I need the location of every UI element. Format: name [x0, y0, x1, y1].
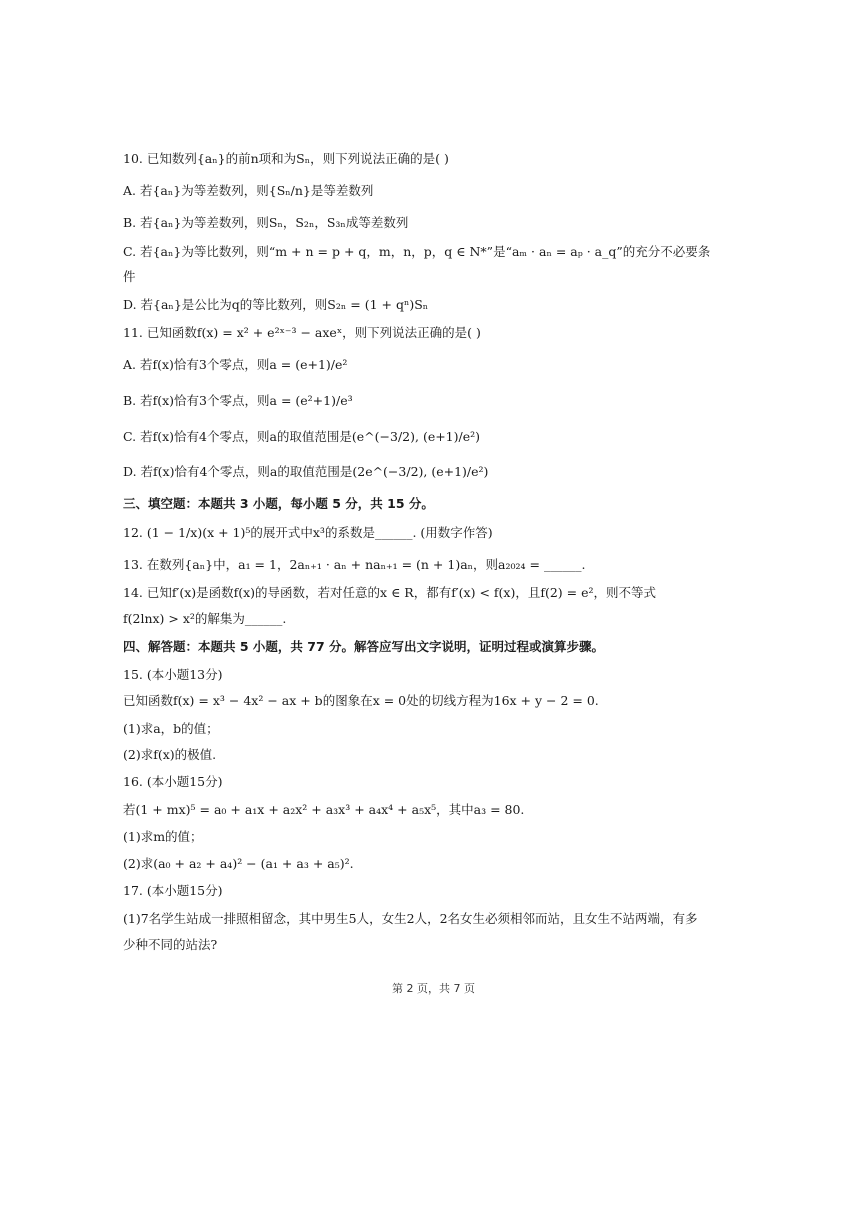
- section-3-heading: 三、填空题：本题共 3 小题，每小题 5 分，共 15 分。: [123, 496, 434, 511]
- q16-part1: (1)求m的值；: [123, 829, 203, 844]
- q15-part1: (1)求a，b的值；: [123, 721, 219, 736]
- q17-line1: (1)7名学生站成一排照相留念，其中男生5人，女生2人，2名女生必须相邻而站，且女生不站两端，有多: [123, 911, 698, 926]
- q11-option-a: A. 若f(x)恰有3个零点，则a = (e+1)/e²: [123, 357, 348, 372]
- q17-line2: 少种不同的站法?: [123, 937, 218, 952]
- q14-line2: f(2lnx) > x²的解集为______.: [123, 611, 287, 626]
- section-4-heading: 四、解答题：本题共 5 小题，共 77 分。解答应写出文字说明，证明过程或演算步骤。: [123, 639, 605, 654]
- q17-heading: 17. (本小题15分): [123, 883, 223, 898]
- q15-part2: (2)求f(x)的极值.: [123, 747, 217, 762]
- q15-stem: 已知函数f(x) = x³ − 4x² − ax + b的图象在x = 0处的切线方程为16x + y − 2 = 0.: [123, 693, 599, 708]
- q16-stem: 若(1 + mx)⁵ = a₀ + a₁x + a₂x² + a₃x³ + a₄x⁴ + a₅x⁵，其中a₃ = 80.: [123, 802, 525, 817]
- q16-heading: 16. (本小题15分): [123, 774, 223, 789]
- q16-part2: (2)求(a₀ + a₂ + a₄)² − (a₁ + a₃ + a₅)².: [123, 856, 354, 871]
- q10-option-a: A. 若{aₙ}为等差数列，则{Sₙ/n}是等差数列: [123, 183, 374, 198]
- q11-option-d: D. 若f(x)恰有4个零点，则a的取值范围是(2e^(−3/2), (e+1)/e²): [123, 464, 489, 479]
- q10-option-c-line2: 件: [123, 269, 136, 284]
- q10-option-c-line1: C. 若{aₙ}为等比数列，则“m + n = p + q，m，n，p，q ∈ N*”是“aₘ · aₙ = aₚ · a_q”的充分不必要条: [123, 244, 711, 259]
- q15-heading: 15. (本小题13分): [123, 667, 223, 682]
- page-footer: 第 2 页，共 7 页: [392, 982, 475, 995]
- q11-option-b: B. 若f(x)恰有3个零点，则a = (e²+1)/e³: [123, 393, 353, 408]
- q11-stem: 11. 已知函数f(x) = x² + e²ˣ⁻³ − axeˣ，则下列说法正确的是( ): [123, 325, 481, 340]
- q10-option-d: D. 若{aₙ}是公比为q的等比数列，则S₂ₙ = (1 + qⁿ)Sₙ: [123, 297, 429, 312]
- q10-stem: 10. 已知数列{aₙ}的前n项和为Sₙ，则下列说法正确的是( ): [123, 151, 449, 166]
- q14-line1: 14. 已知f′(x)是函数f(x)的导函数，若对任意的x ∈ R，都有f′(x) < f(x)，且f(2) = e²，则不等式: [123, 585, 656, 600]
- q11-option-c: C. 若f(x)恰有4个零点，则a的取值范围是(e^(−3/2), (e+1)/e²): [123, 429, 481, 444]
- q13: 13. 在数列{aₙ}中，a₁ = 1，2aₙ₊₁ · aₙ + naₙ₊₁ = (n + 1)aₙ，则a₂₀₂₄ = ______.: [123, 557, 586, 572]
- q12: 12. (1 − 1/x)(x + 1)⁵的展开式中x³的系数是______. (用数字作答): [123, 525, 493, 540]
- q10-option-b: B. 若{aₙ}为等差数列，则Sₙ，S₂ₙ，S₃ₙ成等差数列: [123, 215, 409, 230]
